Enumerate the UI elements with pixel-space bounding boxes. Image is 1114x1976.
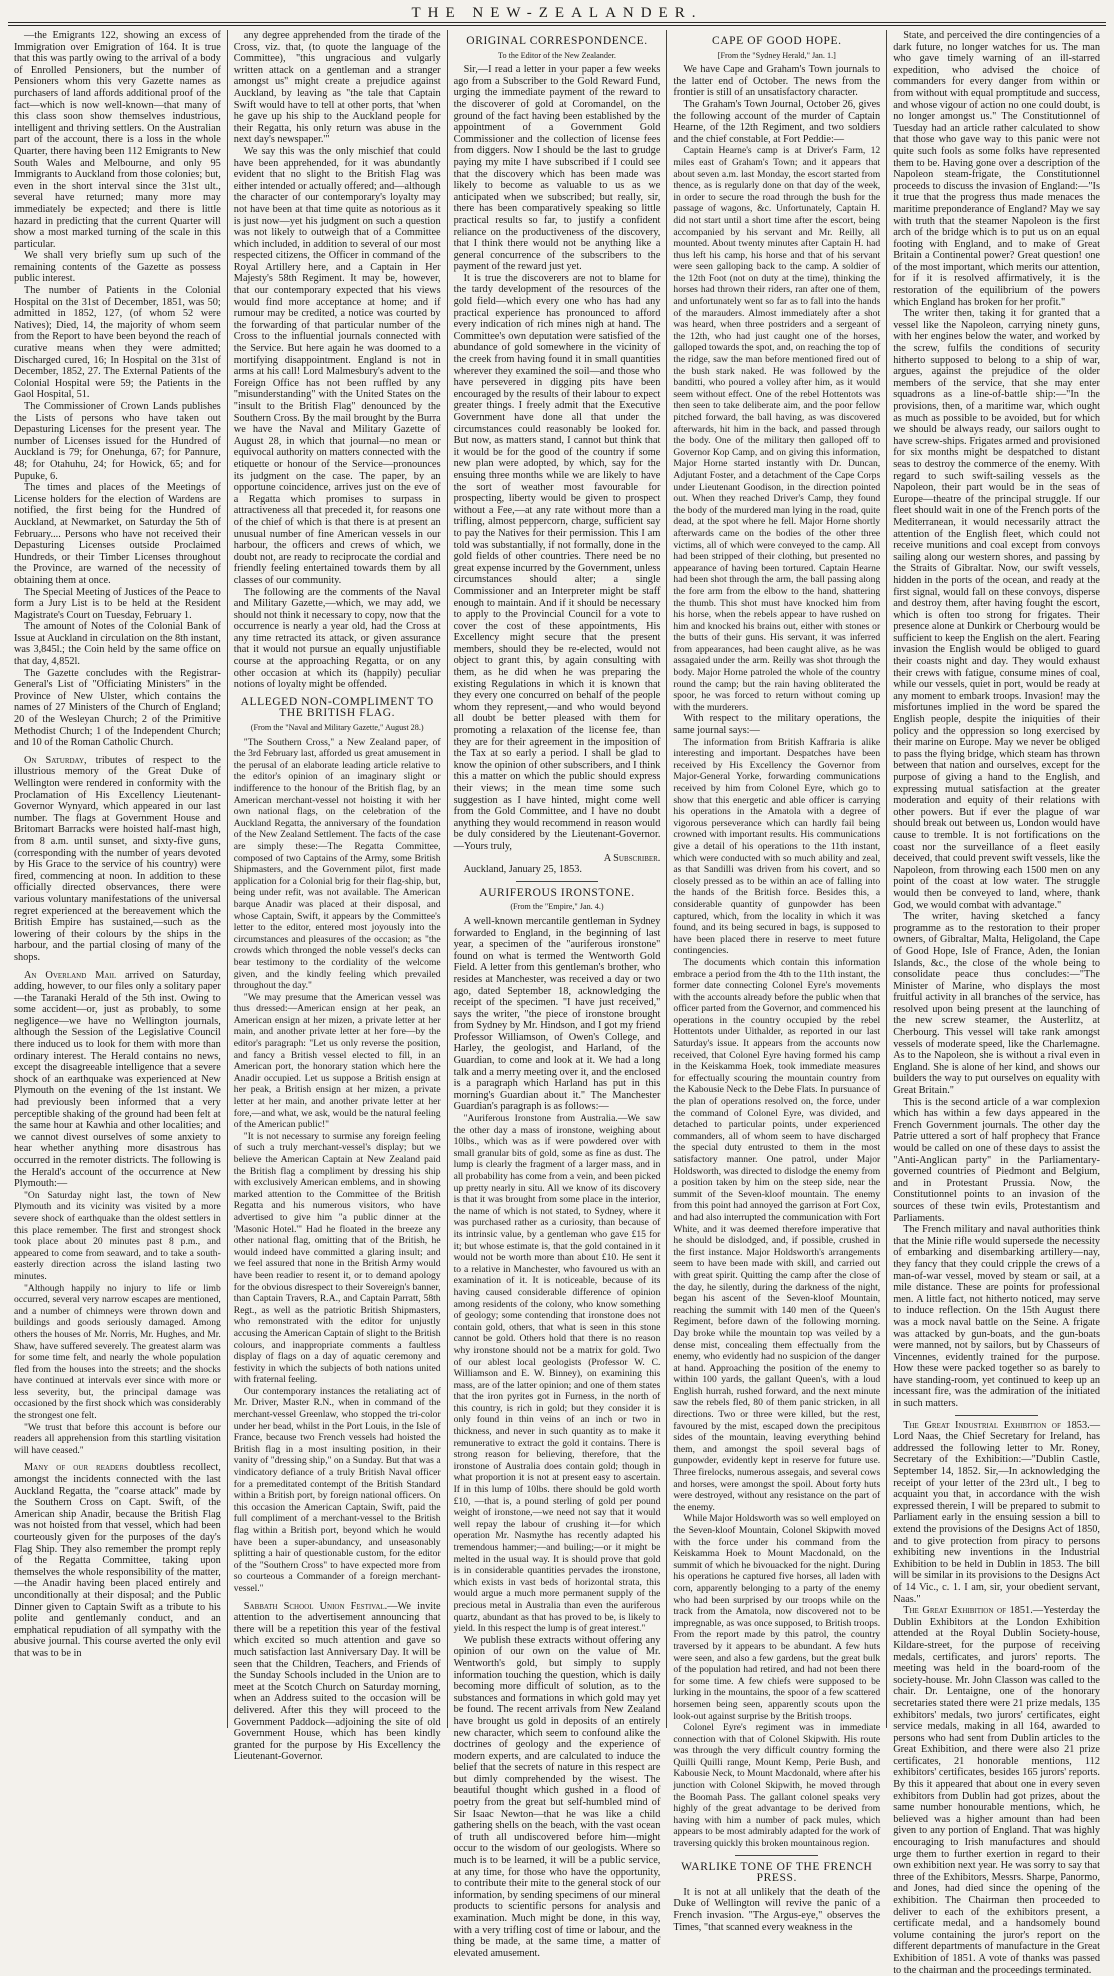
article-paragraph: This is the second article of a war complexion which has within a few days appeared in the French Government journals. The other day the Patrie uttered a sort of half prophecy that France would be called on one of these days to assist the "Anti-Anglican party" in the Parliamentary-governed countries of Piedmont and Belgium, and in Protestant Prussia. Now, the Constitutionnel points to an invasion of the sources of these twin evils, Protestantism and Parliaments. [893,1096,1100,1224]
masthead-rule-thin [8,25,1106,26]
article-paragraph: —the Emigrants 122, showing an excess of Immigration over Emigration of 164. It is true that this was partly owing to the arrival of a body of Enrolled Pensioners, but the number of Pensioners whom this very Gazette names as purchasers of land affords additional proof of the fact—which is now well-known—that many of this class soon show themselves industrious, intelligent and thriving settlers. On the Australian part of the account, there is a loss in the whole Quarter, there having been 112 Emigrants to New South Wales and Melbourne, and only 95 Immigrants to Auckland from those colonies; but, even in the short interval since the 31st ult., several have returned; many more may immediately be expected; and there is little hazard in predicting that the current Quarter will show a most marked turning of the scale in this particular. [14,30,221,250]
regatta-article [14,1462,221,1659]
quoted-paragraph: The information from British Kaffraria is alike interesting and important. Despatches have been received by His Excellency the Governor from Major-General Yorke, forwarding communications received by him from Colonel Eyre, which go to show that this energetic and able officer is carrying his operations in the Amatola with a degree of vigorous perseverance which can hardly fail being crowned with important results. His communications give a detail of his operations to the 11th instant, which were conducted with so much ability and zeal, as that Sandilli was driven from his covert, and so closely pressed as to be within an ace of falling into the hands of the British force. Besides this, a considerable quantity of gunpowder has been captured, which, from the locality in which it was found, and its being secured in bags, is supposed to have been placed there in reserve to meet future contingencies. [673,736,881,957]
section-divider [955,1415,1038,1416]
article-paragraph: The writer then, taking it for granted that a vessel like the Napoleon, carrying ninety guns, with her engines below the water, and worked by the screw, fulfils the conditions of security hitherto supposed to belong to a ship of war, argues, against the prejudice of the older members of the service, that she may enter squadrons as a line-of-battle ship:—"In the provisions, then, of a maritime war, which ought as much as possible to be avoided, but for which we should be always ready, our sailors ought to have screw-ships. Frigates armed and provisioned for six months might be despatched to distant seas to destroy the commerce of the enemy. With regard to such swift-sailing vessels as the Napoleon, their part would be in the seas of Europe—theatre of the principal struggle. If our fleet should wait in one of the French ports of the Mediterranean, it would necessarily attract the attention of the English fleet, which could not receive munitions and coal except from convoys sailing along our western shores, and passing by the Straits of Gibraltar. Now, our swift vessels, hidden in the ports of the ocean, and ready at the first signal, would fall on these convoys, disperse and destroy them, after having fought the escort, which is often too strong for frigates. Their presence alone at Dunkirk or Cherbourg would be sufficient to keep the English on the alert. Fearing invasion the English would be obliged to guard their coasts night and day. They would exhaust their crews with fatigue, consume mines of coal, while our vessels, quiet in port, would be ready at any moment to embark troops. Invasion! may the misfortunes implied in the word be spared the English people, despite the iniquities of their policy and the oppression so long exercised by their marine on Europe. May we never be obliged to pass the flying bridge, which steam has thrown between that nation and ourselves, except for the purpose of giving a hand to the English, and expressing mutual satisfaction at the greater moderation and equity of their relations with other powers. But if ever the plague of war should break out between us, London would have cause to tremble. It is not fortifications on the coast nor the surveillance of a fleet easily deceived, that could prevent swift vessels, like the Napoleon, from throwing each 1500 men on any point of the coast at low water. The struggle would then be conveyed to land, where, thank God, we would combat with advantage." [893,308,1100,911]
article-paragraph: The Gazette concludes with the Registrar-General's List of "Officiating Ministers" in the Province of New Ulster, which contains the names of 27 Ministers of the Church of England; 20 of the Wesleyan Church; 2 of the Primitive Methodist Church; 1 of the Independent Church; and 10 of the Roman Catholic Church. [14,667,221,749]
quoted-paragraph: Our contemporary instances the retaliating act of Mr. Driver, Master R.N., when in command of the merchant-vessel Greenlaw, who stopped the tri-color under her bead, whilst in the Port Louis, in the Isle of France, because two French vessels had hoisted the British flag in a most insulting position, in their vanity of "dressing ship," on a Sunday. But that was a vindicatory defiance of a truly British Naval officer for a premeditated contempt of the British Standard within a British port, by foreign national officers. On this occasion the American Captain, Swift, paid the full compliment of a merchant-vessel to the British flag within a British port, beyond which he would have been a super-abundancy, and unseasonably splitting a hair of questionable custom, for the editor of the "Southern Cross" to have expected more from so courteous a Commander of a foreign merchant-vessel." [233,1385,441,1594]
article-paragraph: It is not at all unlikely that the death of the Duke of Wellington will revive the panic of a French invasion. "The Argus-eye," observes the Times, "that scanned every weakness in the [673,1886,881,1933]
article-paragraph: The French military and naval authorities think that the Minie rifle would supersede the necessity of embarking and disembarking artillery—nay, they fancy that they could cripple the crews of a man-of-war vessel, moved by steam or sail, at a mile distance. These are points for professional men. A little fact, not hitherto noticed, may serve to induce reflection. On the 15th August there was a mock naval battle on the Seine. A frigate was attacked by gun-boats, and the gun-boats were manned, not by sailors, but by Chasseurs of Vincennes, evidently trained for the purpose. How these were packed together so as barely to have standing-room, yet continued to keep up an incessant fire, was the admiration of the initiated in such matters. [893,1224,1100,1410]
article-body: doubtless recollect, amongst the incidents connected with the last Auckland Regatta, the "coarse attack" made by the Southern Cross on Capt. Swift, of the American ship Anadir, because the British Flag was not hoisted from that vessel, which had been courteously given for the purposes of the day's Flag Ship. They also remember the prompt reply of the Regatta Committee, taking upon themselves the whole responsibility of the matter,—the Anadir having been placed entirely and unconditionally at their disposal; and the Public Dinner given to Captain Swift as a tribute to his polite and gentlemanly conduct, and an emphatical repudiation of all sympathy with the abusive journal. This course averted the only evil that was to be in [14,1462,221,1659]
article-body: —Yesterday the Dublin Exhibitors at the London Exhibition attended at the Royal Dublin Society-house, Kildare-street, for the purpose of receiving medals, certificates, and jurors' reports. The meeting was held in the board-room of the society-house. Mr. John Classon was called to the chair. Dr. Lentaigne, one of the honorary secretaries stated there were 21 prize medals, 135 exhibitors' medals, two jurors' certificates, eight service medals, making in all 164, awarded to persons who had sent from Dublin articles to the Great Exhibition, and there were also 21 prize certificates, 21 honorable mentions, 112 exhibitors' certificates, besides 165 jurors' reports. By this it appeared that about one in every seven exhibitors from Dublin had got prizes, about the same number honourable mentions, which, he believed was a higher amount than had been given to any portion of England. That was highly encouraging to Irish manufactures and should urge them to further exertion in regard to their own exhibition next year. He was sorry to say that three of the Exhibitors, Messrs. Sharpe, Panormo, and Jones, had died since the opening of the exhibition. The Chairman then proceeded to deliver to each of the exhibitors present, a certificate medal, and a handsomely bound volume containing the juror's report on the different departments of manufacture in the Great Exhibition of 1851. A vote of thanks was passed to the chairman and the proceedings terminated. [893,1605,1100,1976]
quoted-paragraph: The documents which contain this information embrace a period from the 4th to the 11th instant, the former date connecting Colonel Eyre's movements with the accounts already before the public when that officer parted from the Governor, and commenced his operations in the country occupied by the rebel Hottentots under Uithalder, as reported in our last Saturday's issue. It appears from the accounts now received, that Colonel Eyre having formed his camp in the Keiskamma Hoek, took immediate measures for effectually scouring the mountain country from the Kabousie Neck to the Debe Flats. In pursuance of the plan of operations resolved on, the force, under the command of Colonel Eyre, was divided, and detached to particular points, under experienced commanders, all of whom seem to have discharged the special duty entrusted to them in the most satisfactory manner. One patrol, under Major Holdsworth, was directed to dislodge the enemy from a position taken by him on the steep side, near the summit of the Seven-kloof mountain. The enemy from this point had annoyed the garrison at Fort Cox, and had also interrupted the communication with Fort White, and it was deemed therefore imperative that he should be dislodged, and, if possible, crushed in the first instance. Major Holdsworth's arrangements seem to have been made with skill, and carried out with great spirit. Quitting the camp after the close of the day, he silently, during the darkness of the night, began his ascent of the Seven-kloof Mountain, reaching the summit with 140 men of the Queen's Regiment, before dawn of the following morning. Day broke while the mountain top was veiled by a dense mist, concealing them effectually from the enemy, who evidently had no suspicion of the danger at hand. Approaching the position of the enemy to within 100 yards, the gallant Queen's, with a loud English hurrah, rushed forward, and the next minute saw the rebels fled, 80 of them panic stricken, in all directions. Two or three were killed, but the rest, favoured by the mist, escaped down the precipitous sides of the mountain, leaving everything behind them, and amongst the spoil several bags of gunpowder, evidently kept in reserve for future use. Three firelocks, numerous assegais, and several cows and horses, were amongst the spoil. About forty huts were destroyed, without any resistance on the part of the enemy. [673,956,881,1513]
section-heading: ORIGINAL CORRESPONDENCE. [466,35,648,47]
article-paragraph: any degree apprehended from the tirade of the Cross, viz. that, (to quote the language of the Committee), "this ungracious and vulgarly written attack on a gentleman and a stranger amongst us" might create a prejudice against Auckland, by leaving as "the tale that Captain Swift would have to tell at other ports, that 'when he gave up his ship to the Auckland people for their Regatta, his only return was abuse in the next day's newspaper.'" [233,30,441,146]
column-4 [666,30,886,1933]
article-paragraph: The writer, having sketched a fancy programme as to the restoration to their proper owners, of Gibraltar, Malta, Heligoland, the Cape of Good Hope, Isle of France, Aden, the Ionian Islands, &c., the close of the whole being to consolidate peace thus concludes:—"The Minister of Marine, who displays the most fruitful activity in all branches of the service, has resolved upon being present at the launching of the new screw steamer, the Austerlitz, at Cherbourg. This vessel will take rank amongst vessels of moderate speed, like the Charlemagne. As to the Napoleon, she is without a rival even in England. She is alone of her kind, and shows our builders the way to put ourselves on equality with Great Britain." [893,911,1100,1097]
article-paragraph: State, and perceived the dire contingencies of a dark future, no longer watches for us. The man who gave timely warning of an ill-starred expedition, who advised the choice of commanders for every danger from within or from without with equal promptitude and success, and whose vigour of action no one could doubt, is no longer amongst us." The Constitutionnel of Tuesday had an article rather calculated to show that those who gave way to this panic were not quite such fools as some folks have represented them to be. Having gone over a description of the Napoleon steam-frigate, the Constitutionnel proceeds to discuss the invasion of England:—"Is it true that the progress thus made menaces the maritime preponderance of England? May we say with truth that the steamer Napoleon is the first arch of the bridge which is to put us on an equal footing with England, and to make of Great Britain a Continental power? Great question! one of the most important, which merits our attention, for if it is resolved affirmatively, it is the restoration of the equilibrium of the powers which England has broken for her profit." [893,30,1100,308]
wellington-tribute-article [14,755,221,964]
article-lead: Sabbath School Union Festival. [243,1600,388,1612]
quoted-paragraph: "We trust that before this account is before our readers all apprehension from this startling visitation will have ceased." [14,1421,221,1456]
quoted-paragraph: "It is not necessary to surmise any foreign feeling of such a truly merchant-vessel's display; but we believe the American Captain at New Zealand paid the British flag a compliment by dressing his ship with exclusively American emblems, and in showing marked attention to the Committee of the British Regatta and his numerous visitors, who have advertised to give him "a public dinner at the 'Masonic Hotel.'" Had he floated in the breeze any other national flag, omitting that of the British, he would indeed have committed a glaring insult; and we feel assured that none in the British Army would have been readier to resent it, or to demand apology for the obvious disrespect to their Sovereign's banner, than Captain Travers, R.A., and Captain Parratt, 58th Regt., as well as the patriotic British Shipmasters, who remonstrated with the editor for unjustly accusing the American Captain of slight to the British colours, and inappropriate comments a faultless display of flags on a day of aquatic ceremony and festivity in which the subjects of both nations united with fraternal feeling. [233,1130,441,1386]
column-3 [447,30,667,1959]
quoted-paragraph: Captain Hearne's camp is at Driver's Farm, 12 miles east of Graham's Town; and it appears that about seven a.m. last Monday, the escort started from thence, as is regularly done on that day of the week, in order to secure the road through the bush for the passage of wagons, &c. Unfortunately, Captain H. did not start until a short time after the escort, being accompanied by his servant and Mr. Reilly, all mounted. About twenty minutes after Captain H. had thus left his camp, his horse and that of his servant were seen galloping back to the camp. A soldier of the 12th Foot (not on duty at the time), thinking the horses had thrown their riders, ran after one of them, and unfortunately went so far as to fall into the hands of the marauders. Almost immediately after a shot was heard, when three postriders and a sergeant of the 12th, who had just caught one of the horses, galloped towards the spot, and, on reaching the top of the ridge, saw the man before mentioned fired out of the bush stark naked. He was followed by the banditti, who poured a volley after him, as it would seem without effect. One of the rebel Hottentots was then seen to take deliberate aim, and the poor fellow pitched forward, the ball having, as was discovered afterwards, hit him in the back, and passed through the body. One of the military then galloped off to Governor Kop Camp, and on giving this information, Major Horne started instantly with Dr. Duncan, Adjutant Foster, and a detachment of the Cape Corps under Lieutenant Goodison, in the direction pointed out. When they reached Driver's Camp, they found the body of the murdered man lying in the road, quite dead, at the spot where he fell. Major Horne shortly afterwards came on the bodies of the other three victims, all of which were conveyed to the camp. All had been stripped of their clothing, but presented no appearance of having been tortured. Captain Hearne had been shot through the arm, the ball passing along the fore arm from the elbow to the hand, shattering the thumb. This shot must have knocked him from his horse, when the rebels appear to have rushed on him and knocked his brains out, either with stones or the butts of their guns. His servant, it was inferred from appearances, had been caught alive, as he was assagaied under the arm. Reilly was shot through the body. Major Horne patroled the whole of the country round the camp; but the rain having obliterated the spoor, he was forced to return without coming up with the murderers. [673,145,881,713]
section-heading: AURIFEROUS IRONSTONE. [479,886,635,899]
newspaper-title: THE NEW-ZEALANDER. [411,5,703,21]
letter-signature: A Subscriber. [603,852,661,864]
exhibition-1853-article [893,1420,1100,1606]
article-paragraph: The Commissioner of Crown Lands publishes the Lists of persons who have taken out Depasturing Licenses for the present year. The number of Licenses issued for the Hundred of Auckland is 79; for Onehunga, 67; for Pannure, 48; for Otahuhu, 24; for Howick, 65; and for Pupuke, 6. [14,401,221,482]
source-line: (From the "Empire," Jan. 4.) [510,902,604,912]
article-lead: The Great Industrial Exhibition of 1853. [903,1419,1090,1431]
article-body: arrived on Saturday, adding, however, to our files only a solitary paper—the Taranaki Herald of the 5th inst. Owing to some accident—or, just as probably, to some negligence—we have no Wellington journals, although the Session of the Legislative Council there induced us to look for them with more than ordinary interest. The Herald contains no news, except the disagreeable intelligence that a severe shock of an earthquake was experienced at New Plymouth on the evening of the 1st instant. We had previously been informed that a very perceptible shaking of the ground had been felt at the same hour at Kawhia and other localities; and we cannot divest ourselves of some anxiety to hear whether anything more disastrous has occurred in the remoter districts. The following is the Herald's account of the occurrence at New Plymouth:— [14,969,221,1190]
columns [8,30,1106,1976]
article-body: —We invite attention to the advertisement announcing that there will be a repetition this year of the festival which excited so much attention and gave so much satisfaction last Anniversary Day. It will be seen that the Children, Teachers, and Friends of the Sunday Schools included in the Union are to meet at the Scotch Church on Saturday morning, when an Address suited to the occasion will be delivered. After this they will proceed to the Government Paddock—adjoining the site of old Government House, which has been kindly granted for the purpose by His Excellency the Lieutenant-Governor. [233,1600,441,1763]
column-2 [227,30,447,1763]
article-lead: On Saturday, [24,754,87,766]
article-paragraph: The times and places of the Meetings of License holders for the election of Wardens are notified, the first being for the Hundred of Auckland, at Newmarket, on Saturday the 5th of February.... Persons who have not received their Depasturing Licenses outside Proclaimed Hundreds, or their Timber Licenses throughout the Province, are warned of the necessity of obtaining them at once. [14,482,221,586]
article-body: tributes of respect to the illustrious memory of the Great Duke of Wellington were rendered in conformity with the Proclamation of His Excellency Lieutenant-Governor Wynyard, which appeared in our last number. The flags at Government House and Britomart Barracks were hoisted half-mast high, from 8 a.m. until sunset, and sixty-five guns, (corresponding with the number of years devoted by His Grace to the service of his country) were fired, commencing at noon. In addition to these officially directed observances, there were various voluntary manifestations of the universal regret experienced at the bereavement which the British Empire has sustained,—such as the lowering of their colours by the ships in the harbour, and the partial closing of many of the shops. [14,754,221,963]
article-paragraph: The Graham's Town Journal, October 26, gives the following account of the murder of Captain Hearne, of the 12th Regiment, and two soldiers and the chief constable, at Fort Peddie:— [673,98,881,145]
sabbath-school-article [234,1601,441,1763]
letter-paragraph: It is true the discoverers are not to blame for the tardy development of the resources of the gold field—which every one who has had any practical experience has pronounced to afford every indication of rich mines nigh at hand. The Committee's own deputation were satisfied of the abundance of gold somewhere in the vicinity of the creek from having found it in small quantities wherever they examined the soil—and those who have persevered in digging pits have been encouraged by the results of their labour to expect greater things. I freely admit that the Executive Government have done all that under the circumstances could reasonably be looked for. But now, as matters stand, I cannot but think that it would be for the good of the country if some new plan were adopted, by which, say for the ensuing three months while we are likely to have the sort of weather most favourable for prospecting, liberty would be given to prospect without a Fee,—at any rate without more than a trifling, almost peppercorn, charge, sufficient say to pay the Natives for their permission. This I am told was substantially, if not formally, done in the gold fields of other countries. There need be no great expense incurred by the Government, unless circumstances should alter; a single Commissioner and an Interpreter might be staff enough to maintain. And if it should be necessary to apply to the Provincial Council for a vote to cover the cost of these appointments, His Excellency might secure that the present members, should they be re-elected, would not object to grant this, by again consulting with them, as he did when he was preparing the existing Regulations in which it is known that they every one concurred on behalf of the people whom they represent,—and who would beyond all doubt be better pleased with them for promoting a relaxation of the license fee, than they are for their agreement in the imposition of the Tax at so early a period. I shall be glad to know the opinion of other subscribers, and I think this a matter on which the public should express their views; in the mean time some such suggestion as I have hinted, might come well from the Gold Committee, and I have no doubt anything they would recommend in reason would be duly considered by the Lieutenant-Governor.—Yours truly, [453,272,661,852]
article-paragraph: The Special Meeting of Justices of the Peace to form a Jury List is to be held at the Resident Magistrate's Court on Tuesday, February 1. [14,586,221,621]
article-paragraph: We shall very briefly sum up such of the remaining contents of the Gazette as possess public interest. [14,250,221,285]
quoted-paragraph: "The Southern Cross," a New Zealand paper, of the 3rd February last, afforded us great amusement in the perusal of an elaborate leading article relative to the editor's opinion of an imaginary slight or indifference to the honour of the British flag, by an American merchant-vessel not hoisting it with her own national flags, on the celebration of the Auckland Regatta, the anniversary of the foundation of the New Zealand Settlement. The facts of the case are simply these:—The Regatta Committee, composed of two Captains of the Army, some British Shipmasters, and the Government pilot, first made application for a Colonial brig for their flag-ship, but, being under refit, was not available. The American barque Anadir was placed at their disposal, and whose Captain, Swift, it appears by the Committee's letter to the editor, entered most joyously into the circumstances and pleasures of the occasion; as "the crowds which thronged the noble vessel's decks can bear testimony to the cordiality of the welcome given, and the kindly feeling which prevailed throughout the day." [233,736,441,992]
quoted-paragraph: While Major Holdsworth was so well employed on the Seven-kloof Mountain, Colonel Skipwith moved with the force under his command from the Keiskamma Hoek to Mount Macdonald, on the summit of which he bivouacked for the night. During his operations he captured five horses, all laden with corn, apparently belonging to a party of the enemy who had been surprised by our troops while on the track from the Amatola, now discovered not to be impregnable, as was once supposed, to British troops. From the report made by this patrol, the country traversed by it appears to be abundant. A few huts were seen, and also a few gardens, but the great bulk of the population had retired, and had not been there for some time. A few chiefs were supposed to be lurking in the mountains, the spoor of a few scattered horsemen being seen, apparently scouts upon the look-out against surprise by the British troops. [673,1513,881,1722]
quoted-paragraph: "We may presume that the American vessel was thus dressed:—American ensign at her peak, an American ensign at her mizen, a private letter at her main, and another private letter at her fore—by the editor's paragraph: "Let us only reverse the position, and fancy a British vessel elected to fill, in an American port, the honorary station which here the Anadir occupied. Let us suppose a British ensign at her peak, a British ensign at her mizen, a private letter at her main, and another private letter at her fore,—and what, we ask, would be the natural feeling of the American public!" [233,991,441,1131]
article-lead: The Great Exhibition of 1851. [903,1605,1033,1617]
article-paragraph: A well-known mercantile gentleman in Sydney forwarded to England, in the beginning of last year, a specimen of the "auriferous ironstone" found on what is termed the Wentworth Gold Field. A letter from this gentleman's brother, who resides at Manchester, was received a day or two ago, dated September 18, acknowledging the receipt of the specimen. "I have just received," says the writer, "the piece of ironstone brought from Sydney by Mr. Hindson, and I got my friend Professor Williamson, of Owen's College, and Harley, the geologist, and Harland, of the Guardian, to come and look at it. We had a long talk and a merry meeting over it, and the enclosed is a paragraph which Harland has put in this morning's Guardian about it." The Manchester Guardian's paragraph is as follows:— [453,915,661,1113]
masthead-rule [8,22,1106,23]
exhibition-1851-article [893,1605,1100,1976]
article-paragraph: The amount of Notes of the Colonial Bank of Issue at Auckland in circulation on the 8th instant, was 3,845l.; the Coin held by the same office on that day, 4,852l. [14,621,221,668]
column-5 [886,30,1106,1976]
quoted-paragraph: "Although happily no injury to life or limb occurred, several very narrow escapes are mentioned, and a number of chimneys were thrown down and buildings and goods seriously damaged. Among others the houses of Mr. Norris, Mr. Hughes, and Mr. Shaw, have suffered severely. The greatest alarm was for some time felt, and nearly the whole population fled from the houses into the streets; and the shocks have continued at intervals ever since with more or less severity, but, the principal damage was occasioned by the first shock which was considerably the strongest one felt. [14,1282,221,1422]
letter-dateline: Auckland, January 25, 1853. [463,864,582,876]
section-heading: CAPE OF GOOD HOPE. [711,35,842,47]
section-heading: ALLEGED NON-COMPLIMENT TO THE BRITISH FLAG. [240,695,434,720]
quoted-paragraph: "On Saturday night last, the town of New Plymouth and its vicinity was visited by a more severe shock of earthquake than the oldest settlers in this place remember. The first and strongest shock took place about 20 minutes past 8 p.m., and appeared to come from seaward, and to take a south-easterly direction across the island lasting two minutes. [14,1189,221,1282]
letter-addressee: To the Editor of the New Zealander. [498,50,616,60]
article-lead: Many of our readers [24,1462,128,1474]
section-heading: WARLIKE TONE OF THE FRENCH PRESS. [681,1860,873,1885]
overland-mail-article [14,970,221,1190]
section-divider [735,1855,818,1856]
article-paragraph: The following are the comments of the Naval and Military Gazette,—which, we may add, we should not think it necessary to copy, now that the occurrence is nearly a year old, had the Cross at any time retracted its attack, or given assurance that it would not pursue an equally unjustifiable course at the approaching Regatta, or on any other occasion at which its (happily) peculiar notions of loyalty might be offended. [233,586,441,691]
source-line: [From the "Sydney Herald," Jan. 1.] [717,50,836,60]
article-paragraph: We publish these extracts without offering any opinion of our own on the value of Mr. Wentworth's gold, but simply to supply information touching the question, which is daily becoming more difficult of solution, as to the substances and formations in which gold may yet be found. The recent arrivals from New Zealand have brought us gold in deposits of an entirely new character, which seem to confound alike the doctrines of geology and the experience of modern experts, and are calculated to induce the belief that the secrets of nature in this respect are but dimly comprehended by the wisest. The beautiful thought which gushed in a flood of poetry from the great but self-humbled mind of Sir Isaac Newton—that he was like a child gathering shells on the beach, with the vast ocean of truth all undiscovered before him—might occur to the wisdom of our geologists. Where so much is to be learned, it will be a public service, at any time, for those who have the opportunity, to contribute their mite to the general stock of our information, by sending specimens of our mineral products to scientific persons for analysis and examination. Much might be done, in this way, with a very trifling cost of time or labour, and the thing be made, at the same time, a matter of elevated amusement. [453,1634,661,1959]
column-1 [8,30,227,1728]
quoted-paragraph: "Auriferous Ironstone from Australia.—We saw the other day a mass of ironstone, weighing about 10lbs., which was as if were powdered over with small granular bits of gold, some as fine as dust. The lump is clearly the fragment of a larger mass, and in all probability has come from a vein, and been picked up pretty nearly in situ. All we know of its discovery is that it was brought from some place in the interior, the name of which is not stated, to Sydney, where it was purchased rather as a curiosity, than because of its intrinsic value, by a gentleman who gave £15 for it; but whose estimate is, that the gold contained in it would not be worth more than about £10. He sent it to a relative in Manchester, who favoured us with an examination of it. It is noticeable, because of its having caused considerable difference of opinion among residents of the colony, who know something of geology; some contending that ironstone does not contain gold, others, that what is seen in this stone cannot be gold. Others hold that there is no reason why ironstone should not be a matrix for gold. Two of our ablest local geologists (Professor W. C. Williamson and E. W. Binney), on examining this mass, are of the latter opinion; and one of them states that the iron pyrites got in Furness, in the north of this country, is rich in gold; but they consider it is only found in thin veins of an inch or two in thickness, and never in such quantity as to make it remunerative to extract the gold it contains. There is strong reason for believing, therefore, that the ironstone of Australia does contain gold; though in what proportion it is not at present easy to ascertain. If in this lump of 10lbs. there should be gold worth £10, —that is, a pound sterling of gold per pound weight of ironstone,—we need not say that it would well repay the labour of crushing it—for which operation Mr. Nasmythe has recently adapted his tremendous hammer;—and builing;—or it might be melted in the usual way. It is should prove that gold is in considerable quantities pervades the ironstone, which exists in vast beds of horizontal strata, this would argue a much more permanent supply of the precious metal in Australia than even the auriferous quartz, abundant as that has proved to be, is likely to yield. In this respect the lump is of great interest." [453,1113,661,1635]
section-divider [516,881,599,882]
article-paragraph: With respect to the military operations, the same journal says:— [673,713,881,737]
article-paragraph: We say this was the only mischief that could have been apprehended, for it was abundantly evident that no slight to the British Flag was either intended or actually offered; and—although the character of our contemporary's loyalty may not have been at that time quite as notorious as it is just now—yet his judgment on such a question was not likely to outweigh that of a Committee which included, in addition to several of our most respected citizens, the Officer in command of the Royal Artillery here, and a Captain in Her Majesty's 58th Regiment. It may be, however, that our contemporary expected that his views would find more acceptance at home; and if rumour may be credited, a notice was courted by the forwarding of that particular number of the Cross to the influential journals connected with the Service. But here again he was doomed to a mortifying disappointment. England is not in arms at his call! Lord Malmesbury's advent to the Foreign Office has not been ruffled by any "misunderstanding" with the United States on the "insult to the British Flag" denounced by the Southern Cross. By the mail brought by the Burra we have the Naval and Military Gazette of August 28, in which that journal—no mean or equivocal authority on matters connected with the etiquette or honour of the Service—pronounces its judgment on the case. The paper, by an opportune coincidence, arrives just on the eve of a Regatta which promises to surpass in attractiveness all that preceded it, for reasons one of the chief of which is that there is at present an unusual number of fine American vessels in our harbour, the officers and crews of which, we doubt not, are ready to reciprocate the cordial and friendly feeling entertained towards them by all classes of our community. [233,145,441,586]
article-lead: An Overland Mail [24,969,117,981]
article-paragraph: We have Cape and Graham's Town journals to the latter end of October. The news from the frontier is still of an unsatisfactory character. [673,64,881,99]
article-paragraph: The number of Patients in the Colonial Hospital on the 31st of December, 1851, was 50; admitted in 1852, 127, (of whom 52 were Natives); Died, 14, the majority of whom seem from the Report to have been beyond the reach of curative means when they were admitted; Discharged cured, 16; In Hospital on the 31st of December, 1852, 27. The External Patients of the Colonial Hospital were 59; the Patients in the Gaol Hospital, 51. [14,285,221,401]
article-body: —Lord Naas, the Chief Secretary for Ireland, has addressed the following letter to Mr. Roney, Secretary of the Exhibition:—"Dublin Castle, September 14, 1852. Sir,—In acknowledging the receipt of your letter of the 23rd ult., I beg to acquaint you that, in accordance with the wish expressed therein, I will be prepared to submit to Parliament early in the ensuing session a bill to extend the provisions of the Designs Act of 1850, and to give protection from piracy to persons exhibiting new inventions in the Industrial Exhibition to be held in Dublin in 1853. The bill will be similar in its provisions to the Designs Act of 14 Vic., c. 1. I am, sir, your obedient servant, Naas." [893,1419,1100,1605]
letter-paragraph: Sir,—I read a letter in your paper a few weeks ago from a Subscriber to the Gold Reward Fund, urging the immediate payment of the reward to the discoverer of gold at Coromandel, on the ground of the fact having been established by the appointment of a Government Gold Commissioner and the collection of license fees from diggers. Now I should be the last to grudge paying my mite I have subscribed if I could see that the discovery which has been made was likely to become as valuable to us as we anticipated when we subscribed; but really, sir, there has been comparatively speaking so little practical results so far, to justify a confident reliance on the productiveness of the discovery, that I think there would not be anything like a general concurrence of the subscribers to the payment of the reward just yet. [453,64,661,273]
quoted-paragraph: Colonel Eyre's regiment was in immediate connection with that of Colonel Skipwith. His route was through the very difficult country forming the Quilli Quilli range, Mount Kemp, Perie Bush, and Kabousie Neck, to Mount Macdonald, where after his junction with Colonel Skipwith, he moved through the Boomah Pass. The gallant colonel speaks very highly of the great advantage to be derived from having with him a number of pack mules, which appears to be most admirably adapted for the work of traversing quickly this broken mountainous region. [673,1722,881,1850]
source-line: (From the "Naval and Military Gazette," August 28.) [250,723,424,733]
